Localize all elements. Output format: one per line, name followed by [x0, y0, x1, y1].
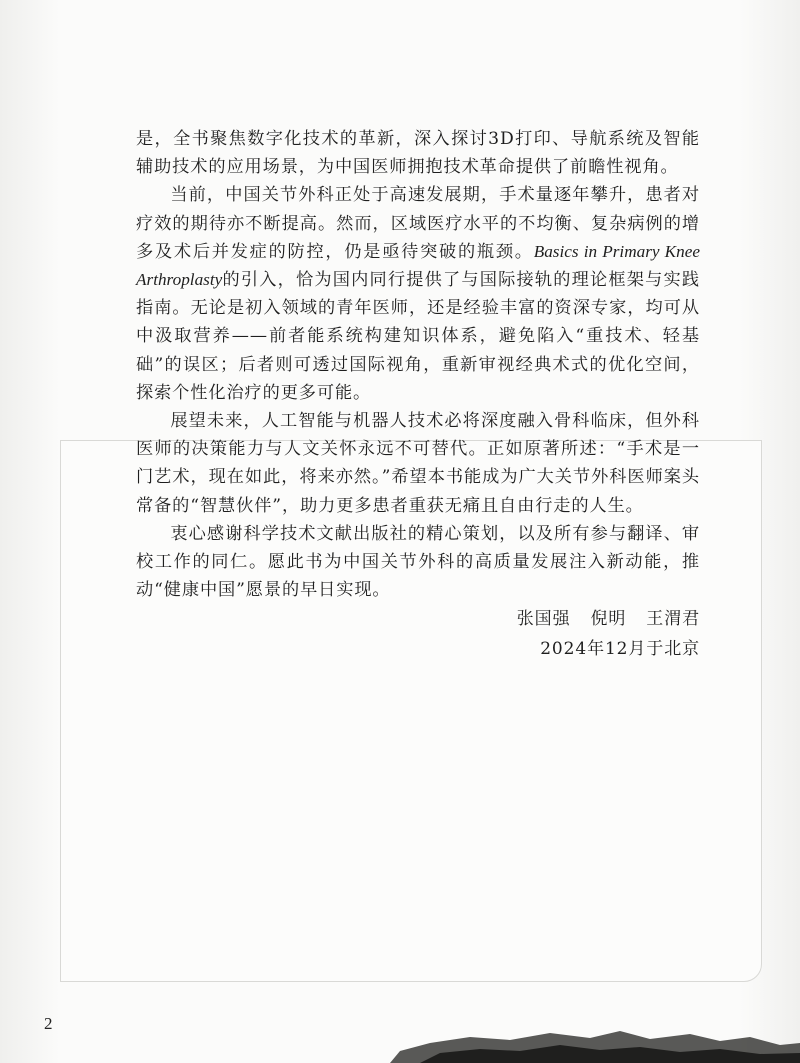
author-names — [517, 604, 700, 634]
signature-block — [517, 604, 700, 664]
author-name: 张国强 — [516, 609, 571, 629]
paragraph-2 — [136, 181, 700, 407]
paragraph-2-part-2: 的引入，恰为国内同行提供了与国际接轨的理论框架与实践指南。无论是初入领域的青年医师，还是经验丰富的资深专家，均可从中汲取营养——前者能系统构建知识体系，避免陷入“重技术、轻基础”的误区；后者则可透过国际视角，重新审视经典术式的优化空间，探索个性化治疗的更多可能。 — [136, 270, 700, 403]
author-name: 王渭君 — [646, 609, 700, 629]
book-title: Basics in Primary Knee Arthroplasty — [136, 241, 700, 290]
body-text — [136, 125, 700, 604]
paragraph-1: 是，全书聚焦数字化技术的革新，深入探讨3D打印、导航系统及智能辅助技术的应用场景，为中国医师拥抱技术革命提供了前瞻性视角。 — [136, 129, 700, 178]
author-name: 倪明 — [590, 609, 627, 629]
scan-shadow — [0, 993, 800, 1063]
paragraph-3: 展望未来，人工智能与机器人技术必将深度融入骨科临床，但外科医师的决策能力与人文关怀永远不可替代。正如原著所述：“手术是一门艺术，现在如此，将来亦然。”希望本书能成为广大关节外科医师案头常备的“智慧伙伴”，助力更多患者重获无痛且自由行走的人生。 — [136, 411, 700, 516]
paragraph-4: 衷心感谢科学技术文献出版社的精心策划，以及所有参与翻译、审校工作的同仁。愿此书为中国关节外科的高质量发展注入新动能，推动“健康中国”愿景的早日实现。 — [136, 523, 700, 601]
signature-date: 2024年12月于北京 — [540, 639, 700, 659]
page-number: 2 — [44, 1014, 53, 1033]
paragraph-2-part-1: 当前，中国关节外科正处于高速发展期，手术量逐年攀升，患者对疗效的期待亦不断提高。然而，区域医疗水平的不均衡、复杂病例的增多及术后并发症的防控，仍是亟待突破的瓶颈。 — [136, 185, 700, 262]
